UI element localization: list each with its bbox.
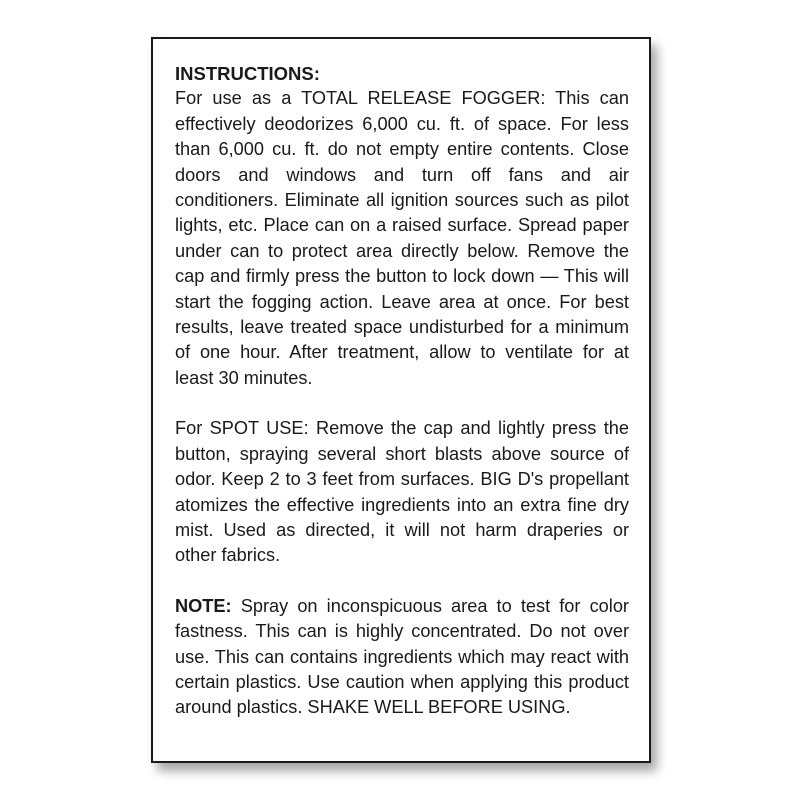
instructions-label-panel xyxy=(151,37,651,763)
spot-use-text: For SPOT USE: Remove the cap and lightly press the button, spraying several short blasts above source of odor. Keep 2 to 3 feet from surfaces. BIG D's propellant atomizes the effective ingredients into an extra fine dry mist. Used as directed, it will not harm draperies or other fabrics. xyxy=(175,418,629,566)
label-content xyxy=(175,61,629,721)
fogger-instructions-text: For use as a TOTAL RELEASE FOGGER: This can effectively deodorizes 6,000 cu. ft. of space. For less than 6,000 cu. ft. do not empty entire contents. Close doors and windows and turn off fans and air conditioners. Eliminate all ignition sources such as pilot lights, etc. Place can on a raised surface. Spread paper under can to protect area directly below. Remove the cap and firmly press the button to lock down — This will start the fogging action. Leave area at once. For best results, leave treated space undisturbed for a minimum of one hour. After treatment, allow to ventilate for at least 30 minutes. xyxy=(175,88,629,388)
instructions-heading: INSTRUCTIONS: xyxy=(175,63,320,84)
paragraph-spacer xyxy=(175,391,629,416)
note-text: Spray on inconspicuous area to test for color fastness. This can is highly concentrated. Do not over use. This can contains ingredients which may react with certain plastics. Use caution when applying this product around plastics. SHAKE WELL BEFORE USING. xyxy=(175,595,629,718)
note-paragraph xyxy=(175,594,629,721)
paragraph-spacer xyxy=(175,569,629,594)
note-label: NOTE: xyxy=(175,595,232,616)
